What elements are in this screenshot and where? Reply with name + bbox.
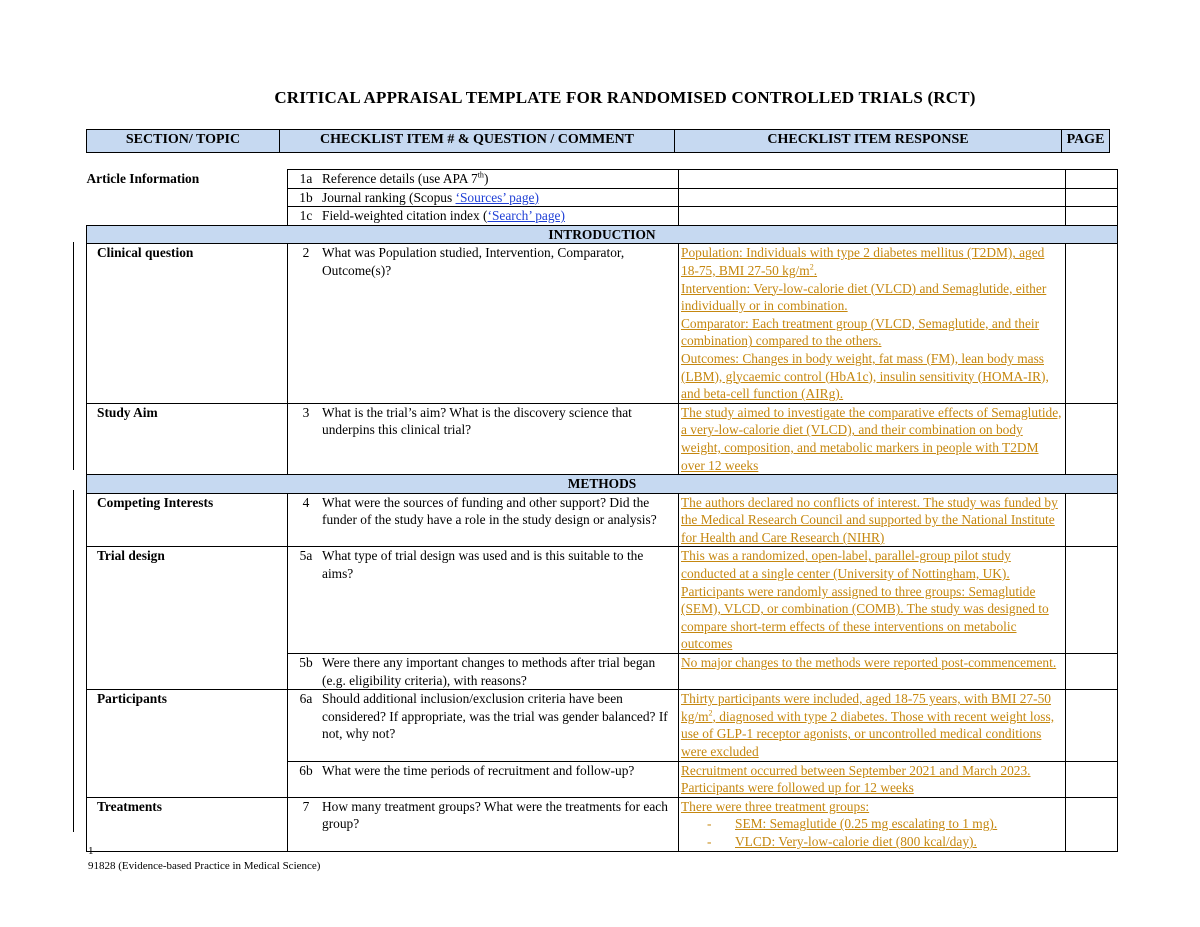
page-cell[interactable] — [1066, 654, 1118, 690]
response-comparator: Comparator: Each treatment group (VLCD, Semaglutide, and their combination) compared to the others. — [681, 315, 1040, 349]
table-row — [87, 403, 1118, 474]
question-cell — [288, 797, 679, 851]
page-cell[interactable] — [1066, 170, 1118, 189]
table-row — [87, 547, 1118, 654]
item-number: 1c — [299, 208, 313, 224]
page-cell[interactable] — [1066, 797, 1118, 851]
question-cell — [288, 493, 679, 547]
change-bar — [73, 242, 74, 470]
column-header-table — [86, 129, 1110, 153]
response-cell[interactable] — [679, 188, 1066, 207]
response-population: Population: Individuals with type 2 diabetes mellitus (T2DM), aged 18-75, BMI 27-50 $kg/m^2$. — [681, 245, 1045, 278]
question-text: Should additional inclusion/exclusion criteria have been considered? If appropriate, was the trial was gender balanced? If not, why not? — [322, 691, 668, 742]
col-header-section: SECTION/ TOPIC — [87, 130, 280, 153]
page-cell[interactable] — [1066, 761, 1118, 797]
question-text: Were there any important changes to methods after trial began (e.g. eligibility criteria), with reasons? — [322, 655, 656, 688]
response-cell[interactable] — [679, 244, 1066, 403]
table-row — [87, 493, 1118, 547]
response-cell[interactable]: This was a randomized, open-label, parallel-group pilot study conducted at a single center (University of Nottingham, UK). Participants were randomly assigned to three groups: Semaglutide (SEM), VLCD, or combination (COMB). The study was designed to compare short-term effects of these interventions on metabolic outcomes — [679, 547, 1066, 654]
question-cell — [288, 403, 679, 474]
topic-article-information: Article Information — [87, 170, 288, 226]
question-text: What is the trial’s aim? What is the discovery science that underpins this clinical trial? — [322, 404, 632, 438]
question-text: How many treatment groups? What were the treatments for each group? — [322, 798, 668, 832]
question-cell — [288, 170, 679, 189]
question-cell — [288, 188, 679, 207]
table-row — [87, 170, 1118, 189]
scopus-sources-link[interactable]: ‘Sources’ page) — [455, 189, 539, 205]
question-text: Field-weighted citation index (‘Search’ page) — [322, 208, 565, 224]
table-row — [87, 797, 1118, 851]
section-row — [87, 225, 1118, 244]
item-number: 1a — [299, 171, 313, 186]
topic-clinical-question: Clinical question — [87, 244, 288, 403]
response-cell[interactable] — [679, 207, 1066, 226]
question-cell — [288, 547, 679, 654]
item-number: 1b — [299, 189, 313, 205]
topic-participants: Participants — [87, 690, 288, 798]
change-bar — [73, 490, 74, 832]
question-text: Journal ranking (Scopus ‘Sources’ page) — [322, 189, 539, 205]
question-text: What type of trial design was used and is this suitable to the aims? — [322, 548, 644, 582]
question-text: What were the sources of funding and other support? Did the funder of the study have a role in the study design or analysis? — [322, 494, 657, 528]
question-cell — [288, 654, 679, 690]
response-intervention: Intervention: Very-low-calorie diet (VLCD) and Semaglutide, either individually or in combination. — [681, 280, 1047, 314]
response-cell[interactable]: Thirty participants were included, aged 18-75 years, with BMI 27-50 $kg/m^2$, diagnosed with type 2 diabetes. Those with recent weight loss, use of GLP-1 receptor agonists, or uncontrolled medical conditions were excluded — [679, 690, 1066, 761]
page-cell[interactable] — [1066, 403, 1118, 474]
response-cell[interactable]: Recruitment occurred between September 2021 and March 2023. Participants were followed up for 12 weeks — [679, 761, 1066, 797]
topic-competing-interests: Competing Interests — [87, 493, 288, 547]
item-number: 3 — [302, 404, 310, 420]
topic-trial-design: Trial design — [87, 547, 288, 690]
section-introduction: INTRODUCTION — [87, 225, 1118, 244]
table-row — [87, 244, 1118, 403]
table-row — [87, 690, 1118, 761]
section-row — [87, 475, 1118, 494]
question-cell — [288, 207, 679, 226]
item-number: 4 — [302, 494, 310, 510]
item-number: 7 — [302, 798, 310, 814]
document-title: CRITICAL APPRAISAL TEMPLATE FOR RANDOMISED CONTROLLED TRIALS (RCT) — [274, 88, 976, 107]
question-cell — [288, 690, 679, 761]
response-intro: There were three treatment groups: — [681, 798, 870, 814]
question-text: Reference details (use APA 7th) — [322, 170, 489, 186]
response-cell[interactable]: The authors declared no conflicts of interest. The study was funded by the Medical Research Council and supported by the National Institute for Health and Care Research (NIHR) — [679, 493, 1066, 547]
response-cell[interactable]: No major changes to the methods were reported post-commencement. — [679, 654, 1066, 690]
item-number: 6a — [299, 691, 313, 707]
question-text: What were the time periods of recruitment and follow-up? — [322, 762, 635, 778]
footer-page-number: 1 — [88, 845, 94, 857]
topic-study-aim: Study Aim — [87, 403, 288, 474]
scopus-search-link[interactable]: ‘Search’ page) — [487, 208, 565, 224]
response-cell[interactable] — [679, 170, 1066, 189]
question-cell — [288, 761, 679, 797]
footer-course: 91828 (Evidence-based Practice in Medical Science) — [88, 860, 321, 872]
response-cell[interactable]: The study aimed to investigate the comparative effects of Semaglutide, a very-low-calorie diet (VLCD), and their combination on body weight, composition, and metabolic markers in people with T2DM over 12 weeks — [679, 403, 1066, 474]
question-cell — [288, 244, 679, 403]
item-number: 2 — [302, 245, 310, 261]
section-methods: METHODS — [87, 475, 1118, 494]
page-cell[interactable] — [1066, 493, 1118, 547]
appraisal-table — [86, 169, 1118, 852]
topic-treatments: Treatments — [87, 797, 288, 851]
page-cell[interactable] — [1066, 244, 1118, 403]
list-item: - VLCD: Very-low-calorie diet (800 kcal/day). — [707, 833, 977, 849]
question-text: What was Population studied, Intervention, Comparator, Outcome(s)? — [322, 245, 625, 278]
item-number: 6b — [299, 762, 313, 778]
response-cell[interactable] — [679, 797, 1066, 851]
response-outcomes: Outcomes: Changes in body weight, fat mass (FM), lean body mass (LBM), glycaemic control (HbA1c), insulin sensitivity (HOMA-IR), and beta-cell function (AIRg). — [681, 350, 1049, 402]
item-number: 5b — [299, 655, 313, 671]
col-header-response: CHECKLIST ITEM RESPONSE — [675, 130, 1062, 153]
item-number: 5a — [299, 548, 313, 564]
page-cell[interactable] — [1066, 207, 1118, 226]
col-header-question: CHECKLIST ITEM # & QUESTION / COMMENT — [280, 130, 675, 153]
page-cell[interactable] — [1066, 547, 1118, 654]
page-cell[interactable] — [1066, 690, 1118, 761]
col-header-page: PAGE — [1062, 130, 1110, 153]
list-item: - SEM: Semaglutide (0.25 mg escalating to 1 mg). — [707, 816, 998, 832]
page-cell[interactable] — [1066, 188, 1118, 207]
